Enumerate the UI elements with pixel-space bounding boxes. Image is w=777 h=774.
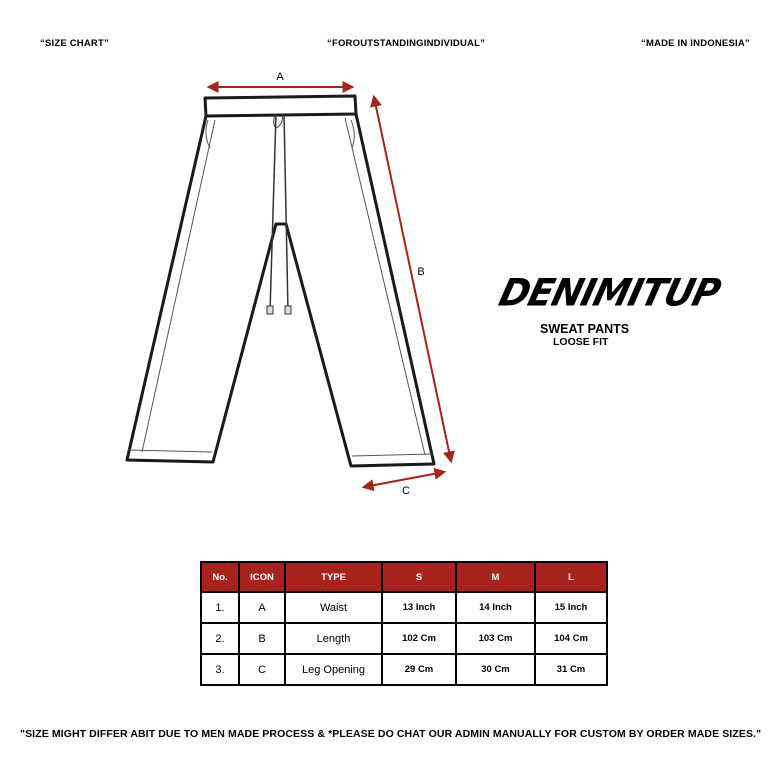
made-in-label: “MADE IN INDONESIA”: [641, 38, 750, 49]
header-s: S: [382, 562, 456, 592]
label-a: A: [276, 71, 284, 83]
table-row: [201, 623, 607, 654]
row-s: 102 Cm: [382, 623, 456, 654]
brand-logo: DENIMITUP: [494, 271, 724, 315]
row-no: 2.: [201, 623, 239, 654]
label-b: B: [417, 266, 425, 278]
table-row: [201, 654, 607, 685]
label-c: C: [402, 485, 410, 497]
arrow-b: [374, 97, 451, 461]
row-icon: A: [239, 592, 285, 623]
header-no: No.: [201, 562, 239, 592]
row-icon: B: [239, 623, 285, 654]
row-no: 3.: [201, 654, 239, 685]
footer-note: "SIZE MIGHT DIFFER ABIT DUE TO MEN MADE PROCESS & *PLEASE DO CHAT OUR ADMIN MANUALLY FOR CUSTOM BY ORDER MADE SIZES.": [20, 728, 762, 740]
row-type: Waist: [285, 592, 382, 623]
product-name: SWEAT PANTS: [540, 322, 630, 336]
table-row: [201, 592, 607, 623]
row-s: 13 Inch: [382, 592, 456, 623]
size-chart-label: “SIZE CHART”: [40, 38, 109, 49]
table-header-row: [201, 562, 607, 592]
product-fit: LOOSE FIT: [553, 336, 609, 348]
size-table: [200, 561, 608, 686]
pants-outline: [127, 96, 434, 466]
header-type: TYPE: [285, 562, 382, 592]
row-type: Length: [285, 623, 382, 654]
row-s: 29 Cm: [382, 654, 456, 685]
row-m: 30 Cm: [456, 654, 535, 685]
pants-details: [128, 114, 433, 456]
row-type: Leg Opening: [285, 654, 382, 685]
header-icon: ICON: [239, 562, 285, 592]
header-m: M: [456, 562, 535, 592]
tagline-label: “FOROUTSTANDINGINDIVIDUAL”: [327, 38, 486, 49]
row-l: 104 Cm: [535, 623, 607, 654]
measurement-arrows: [209, 87, 451, 487]
row-m: 103 Cm: [456, 623, 535, 654]
row-l: 15 Inch: [535, 592, 607, 623]
row-icon: C: [239, 654, 285, 685]
row-no: 1.: [201, 592, 239, 623]
row-l: 31 Cm: [535, 654, 607, 685]
row-m: 14 Inch: [456, 592, 535, 623]
header-l: L: [535, 562, 607, 592]
